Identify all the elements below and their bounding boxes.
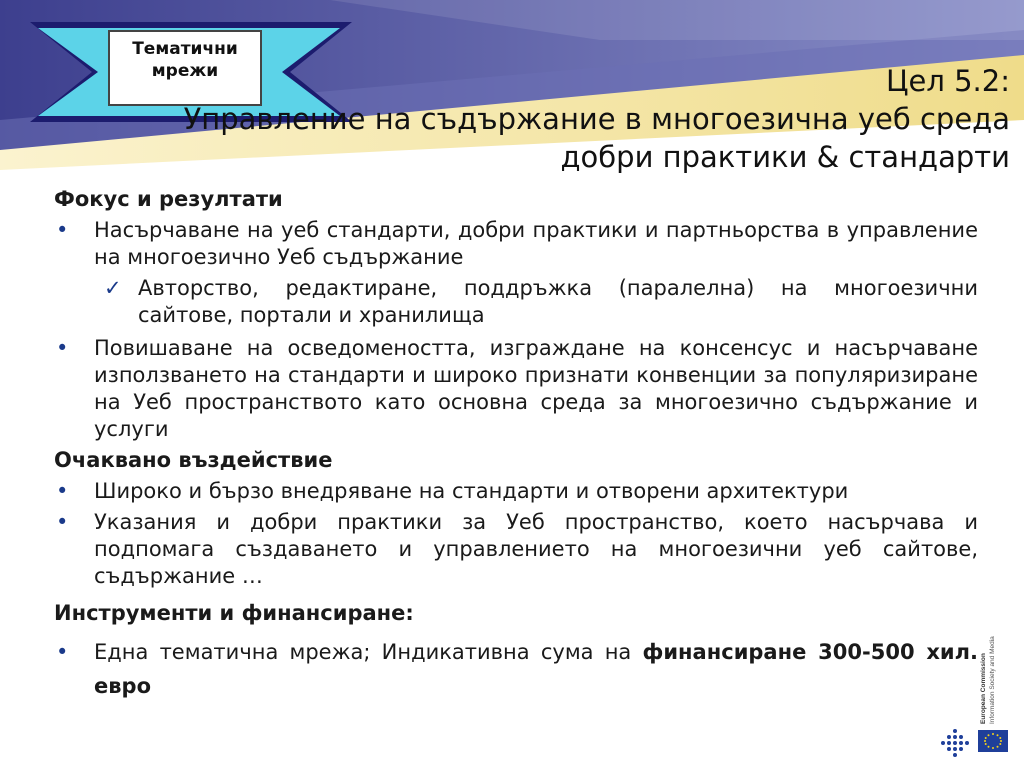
sub-list-item bbox=[54, 275, 978, 329]
title-line-2: Управление на съдържание в многоезична уеб среда bbox=[183, 102, 1010, 136]
title-line-3: добри практики & стандарти bbox=[560, 140, 1010, 174]
section-heading-focus: Фокус и резултати bbox=[54, 187, 283, 211]
page-title bbox=[184, 62, 1010, 176]
main-content bbox=[54, 186, 978, 707]
section-heading-tools: Инструменти и финансиране: bbox=[54, 601, 414, 625]
ec-line-1: European Commission bbox=[980, 653, 987, 724]
list-item-text: Една тематична мрежа; Индикативна сума на bbox=[94, 640, 643, 664]
sub-list-item-text: Авторство, редактиране, поддръжка (паралелна) на многоезични сайтове, портали и хранилища bbox=[138, 276, 978, 327]
european-commission-label bbox=[975, 632, 1001, 724]
list-item: • Указания и добри практики за Уеб пространство, което насърчава и подпомага създаването и управлението на многоезични уеб сайтове, съдържание … bbox=[54, 509, 978, 590]
ec-line-2: Information Society and Media bbox=[989, 636, 996, 724]
dots-logo-icon bbox=[940, 728, 970, 758]
title-line-1: Цел 5.2: bbox=[885, 64, 1010, 98]
list-item: • Широко и бързо внедряване на стандарти и отворени архитектури bbox=[54, 478, 978, 505]
eu-flag-icon bbox=[978, 730, 1008, 752]
funding-amount: финансиране 300-500 хил. евро bbox=[94, 640, 978, 698]
badge-label: Тематични мрежи bbox=[108, 30, 262, 106]
list-item: • Повишаване на осведомеността, изграждане на консенсус и насърчаване използването на стандарти и широко признати конвенции за популяризиране на Уеб пространството като основна среда за многоезично съдържание и услуги bbox=[54, 335, 978, 443]
list-item: • Насърчаване на уеб стандарти, добри практики и партньорства в управление на многоезично Уеб съдържание bbox=[54, 217, 978, 271]
list-item bbox=[54, 635, 978, 703]
section-heading-impact: Очаквано въздействие bbox=[54, 448, 333, 472]
checkmark-icon: ✓ bbox=[104, 276, 122, 300]
